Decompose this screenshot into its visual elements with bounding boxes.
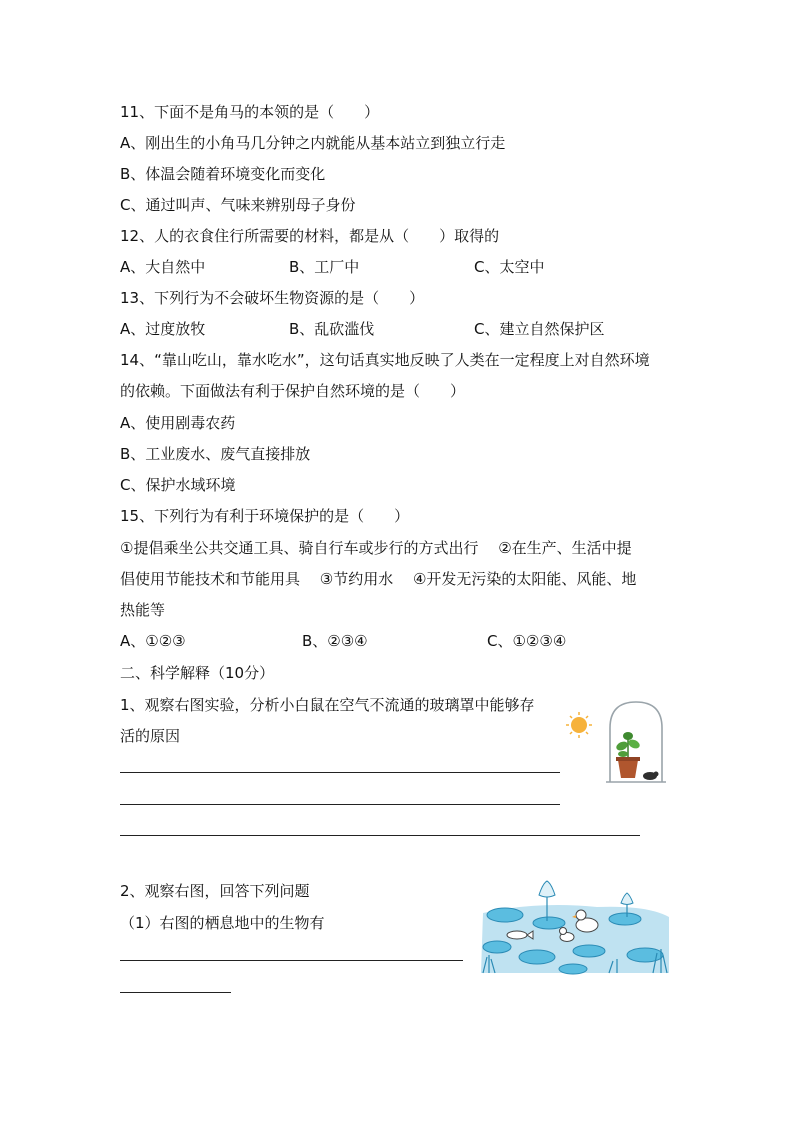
q12-option-a: A、大自然中 xyxy=(120,258,206,276)
q14-question-line2: 的依赖。下面做法有利于保护自然环境的是（ ） xyxy=(120,382,466,400)
q11-option-a: A、刚出生的小角马几分钟之内就能从基本站立到独立行走 xyxy=(120,134,506,152)
s2-q2-line1: 2、观察右图，回答下列问题 xyxy=(120,882,310,900)
q15-statement-line3: 热能等 xyxy=(120,601,166,619)
q14-option-a: A、使用剧毒农药 xyxy=(120,414,236,432)
q15-option-a: A、①②③ xyxy=(120,632,186,650)
q11-option-b: B、体温会随着环境变化而变化 xyxy=(120,165,326,183)
q14-option-c: C、保护水域环境 xyxy=(120,476,236,494)
q14-option-b: B、工业废水、废气直接排放 xyxy=(120,445,311,463)
sun-icon xyxy=(566,712,592,738)
q13-question: 13、下列行为不会破坏生物资源的是（ ） xyxy=(120,289,425,307)
q13-option-a: A、过度放牧 xyxy=(120,320,206,338)
q15-statement-line2: 倡使用节能技术和节能用具 ③节约用水 ④开发无污染的太阳能、风能、地 xyxy=(120,570,637,588)
answer-line xyxy=(120,835,640,836)
section-heading: 二、科学解释（10分） xyxy=(120,664,275,682)
answer-line xyxy=(120,804,560,805)
q15-option-b: B、②③④ xyxy=(302,632,368,650)
answer-line xyxy=(120,960,463,961)
bell-jar-figure xyxy=(566,698,674,786)
plant-icon xyxy=(615,732,641,778)
q15-option-c: C、①②③④ xyxy=(487,632,567,650)
answer-line xyxy=(120,992,231,993)
q15-question: 15、下列行为有利于环境保护的是（ ） xyxy=(120,507,410,525)
q12-question: 12、人的衣食住行所需要的材料，都是从（ ）取得的 xyxy=(120,227,500,245)
q11-option-c: C、通过叫声、气味来辨别母子身份 xyxy=(120,196,356,214)
q13-option-c: C、建立自然保护区 xyxy=(474,320,605,338)
q15-statement-line1: ①提倡乘坐公共交通工具、骑自行车或步行的方式出行 ②在生产、生活中提 xyxy=(120,539,632,557)
q12-option-b: B、工厂中 xyxy=(289,258,360,276)
q11-question: 11、下面不是角马的本领的是（ ） xyxy=(120,103,380,121)
q14-question-line1: 14、“靠山吃山，靠水吃水”，这句话真实地反映了人类在一定程度上对自然环境 xyxy=(120,351,650,369)
pond-habitat-figure xyxy=(477,877,673,975)
q13-option-b: B、乱砍滥伐 xyxy=(289,320,375,338)
mouse-icon xyxy=(643,772,659,781)
q12-option-c: C、太空中 xyxy=(474,258,545,276)
s2-q1-line1: 1、观察右图实验，分析小白鼠在空气不流通的玻璃罩中能够存 xyxy=(120,696,535,714)
s2-q1-line2: 活的原因 xyxy=(120,727,181,745)
answer-line xyxy=(120,772,560,773)
s2-q2-sub1: （1）右图的栖息地中的生物有 xyxy=(120,914,325,932)
